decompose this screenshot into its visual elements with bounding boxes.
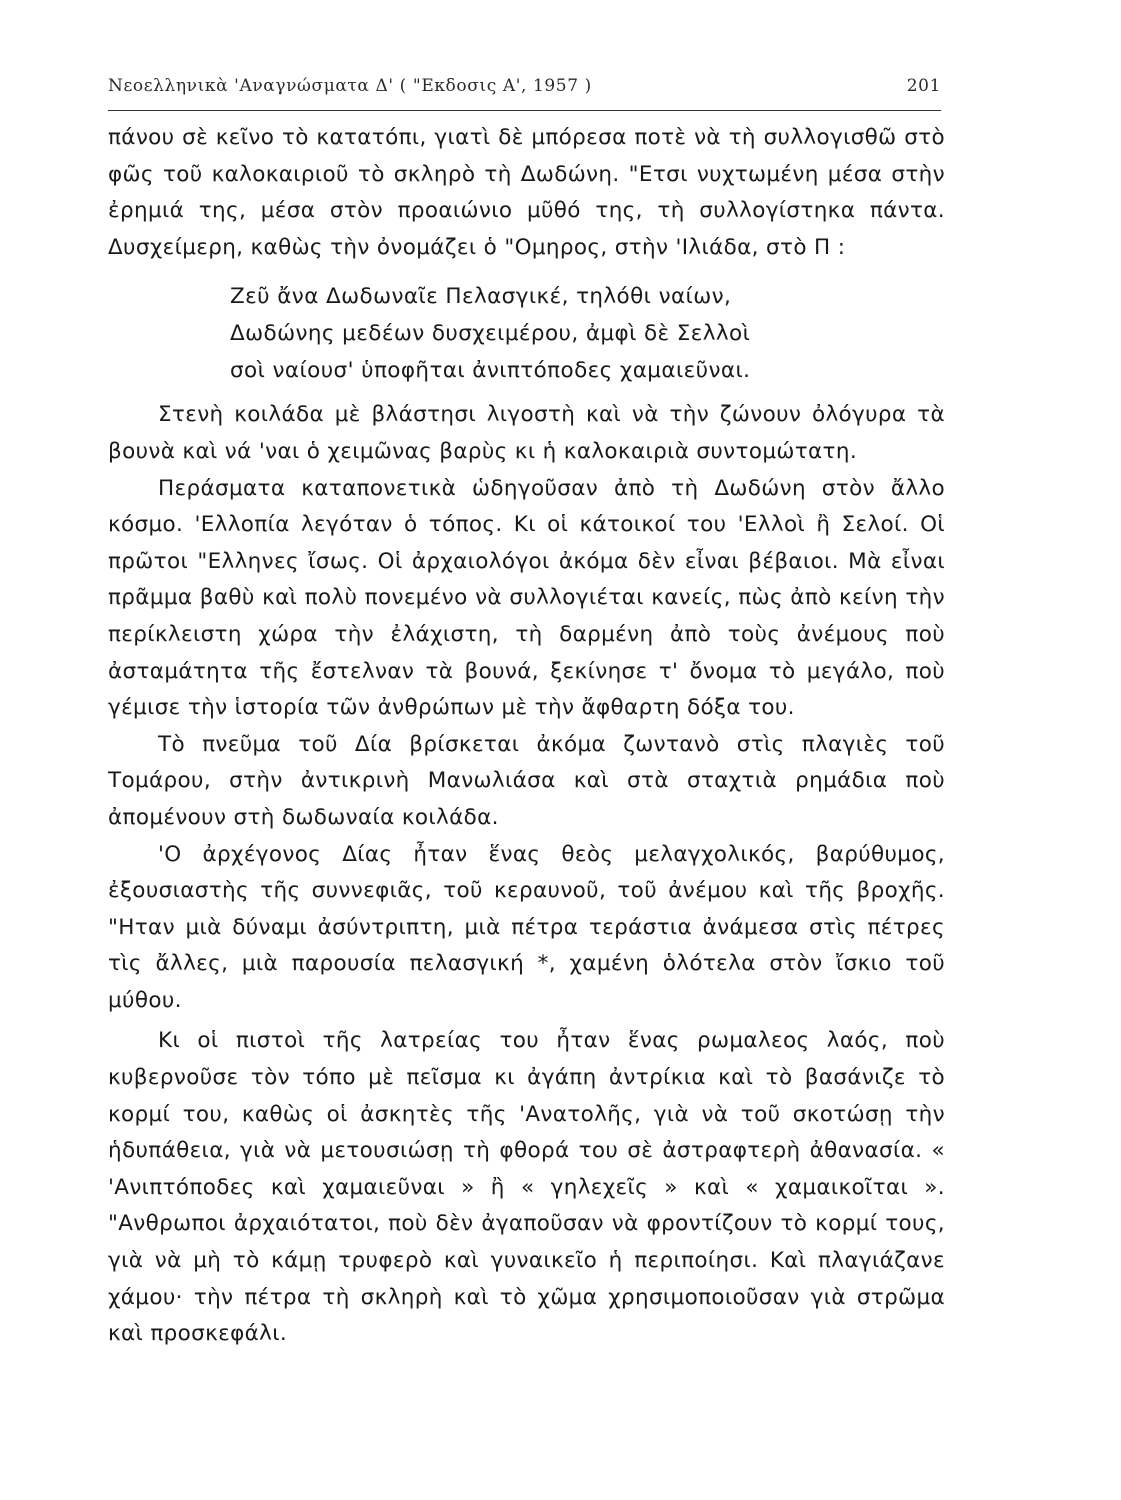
paragraph: Κι οἱ πιστοὶ τῆς λατρείας του ἦταν ἕνας ρωμαλεος λαός, ποὺ κυβερνοῦσε τὸν τόπο μὲ πεῖσμα κι ἀγάπη ἀντρίκια καὶ τὸ βασάνιζε τὸ κορμί του, καθὼς οἱ ἀσκητὲς τῆς 'Ανατολῆς, γιὰ νὰ τοῦ σκοτώσῃ τὴν ἡδυπάθεια, γιὰ νὰ μετουσιώσῃ τὴ φθορά του σὲ ἀστραφτερὴ ἀθανασία. « 'Ανιπτόποδες καὶ χαμαιεῦναι » ἢ « γηλεχεῖς » καὶ « χαμαικοῖται ». "Ανθρωποι ἀρχαιότατοι, ποὺ δὲν ἀγαποῦσαν νὰ φροντίζουν τὸ κορμί τους, γιὰ νὰ μὴ τὸ κάμῃ τρυφερὸ καὶ γυναικεῖο ἡ περιποίησι. Καὶ πλαγιάζανε χάμου· τὴν πέτρα τὴ σκληρὴ καὶ τὸ χῶμα χρησιμοποιοῦσαν γιὰ στρῶμα καὶ προσκεφάλι. [108, 1028, 945, 1347]
paragraph: Στενὴ κοιλάδα μὲ βλάστησι λιγοστὴ καὶ νὰ τὴν ζώνουν ὀλόγυρα τὰ βουνὰ καὶ νά 'ναι ὁ χειμῶνας βαρὺς κι ἡ καλοκαιριὰ συντομώτατη. [108, 402, 945, 464]
homer-quotation [230, 278, 945, 389]
page-number: 201 [906, 76, 941, 96]
header-rule [108, 110, 941, 111]
running-title: Νεοελληνικὰ 'Αναγνώσματα Δ' ( "Εκδοσις Α', 1957 ) [108, 76, 592, 96]
paragraph: Τὸ πνεῦμα τοῦ Δία βρίσκεται ἀκόμα ζωντανὸ στὶς πλαγιὲς τοῦ Τομάρου, στὴν ἀντικρινὴ Μανωλιάσα καὶ στὰ σταχτιὰ ρημάδια ποὺ ἀπομένουν στὴ δωδωναία κοιλάδα. [108, 731, 945, 830]
verse-line: σοὶ ναίουσ' ὑποφῆται ἀνιπτόποδες χαμαιεῦναι. [230, 358, 751, 384]
running-header [108, 76, 941, 100]
verse-line: Ζεῦ ἄνα Δωδωναῖε Πελασγικέ, τηλόθι ναίων, [230, 284, 732, 310]
main-text [108, 120, 945, 1353]
verse-line: Δωδώνης μεδέων δυσχειμέρου, ἀμφὶ δὲ Σελλοὶ [230, 321, 751, 347]
paragraph: Περάσματα καταπονετικὰ ὡδηγοῦσαν ἀπὸ τὴ Δωδώνη στὸν ἄλλο κόσμο. 'Ελλοπία λεγόταν ὁ τόπος. Κι οἱ κάτοικοί του 'Ελλοὶ ἢ Σελοί. Οἱ πρῶτοι "Ελληνες ἴσως. Οἱ ἀρχαιολόγοι ἀκόμα δὲν εἶναι βέβαιοι. Μὰ εἶναι πρᾶμμα βαθὺ καὶ πολὺ πονεμένο νὰ συλλογιέται κανείς, πὼς ἀπὸ κείνη τὴν περίκλειστη χώρα τὴν ἐλάχιστη, τὴ δαρμένη ἀπὸ τοὺς ἀνέμους ποὺ ἀσταμάτητα τῆς ἔστελναν τὰ βουνά, ξεκίνησε τ' ὄνομα τὸ μεγάλο, ποὺ γέμισε τὴν ἱστορία τῶν ἀνθρώπων μὲ τὴν ἄφθαρτη δόξα του. [108, 475, 945, 721]
opening-paragraph: πάνου σὲ κεῖνο τὸ κατατόπι, γιατὶ δὲ μπόρεσα ποτὲ νὰ τὴ συλλογισθῶ στὸ φῶς τοῦ καλοκαιριοῦ τὸ σκληρὸ τὴ Δωδώνη. "Ετσι νυχτωμένη μέσα στὴν ἐρημιά της, μέσα στὸν προαιώνιο μῦθό της, τὴ συλλογίστηκα πάντα. Δυσχείμερη, καθὼς τὴν ὀνομάζει ὁ "Ομηρος, στὴν 'Ιλιάδα, στὸ Π : [108, 125, 945, 260]
paragraph: 'Ο ἀρχέγονος Δίας ἦταν ἕνας θεὸς μελαγχολικός, βαρύθυμος, ἐξουσιαστὴς τῆς συννεφιᾶς, τοῦ κεραυνοῦ, τοῦ ἀνέμου καὶ τῆς βροχῆς. "Ηταν μιὰ δύναμι ἀσύντριπτη, μιὰ πέτρα τεράστια ἀνάμεσα στὶς πέτρες τὶς ἄλλες, μιὰ παρουσία πελασγική *, χαμένη ὁλότελα στὸν ἴσκιο τοῦ μύθου. [108, 841, 945, 1013]
